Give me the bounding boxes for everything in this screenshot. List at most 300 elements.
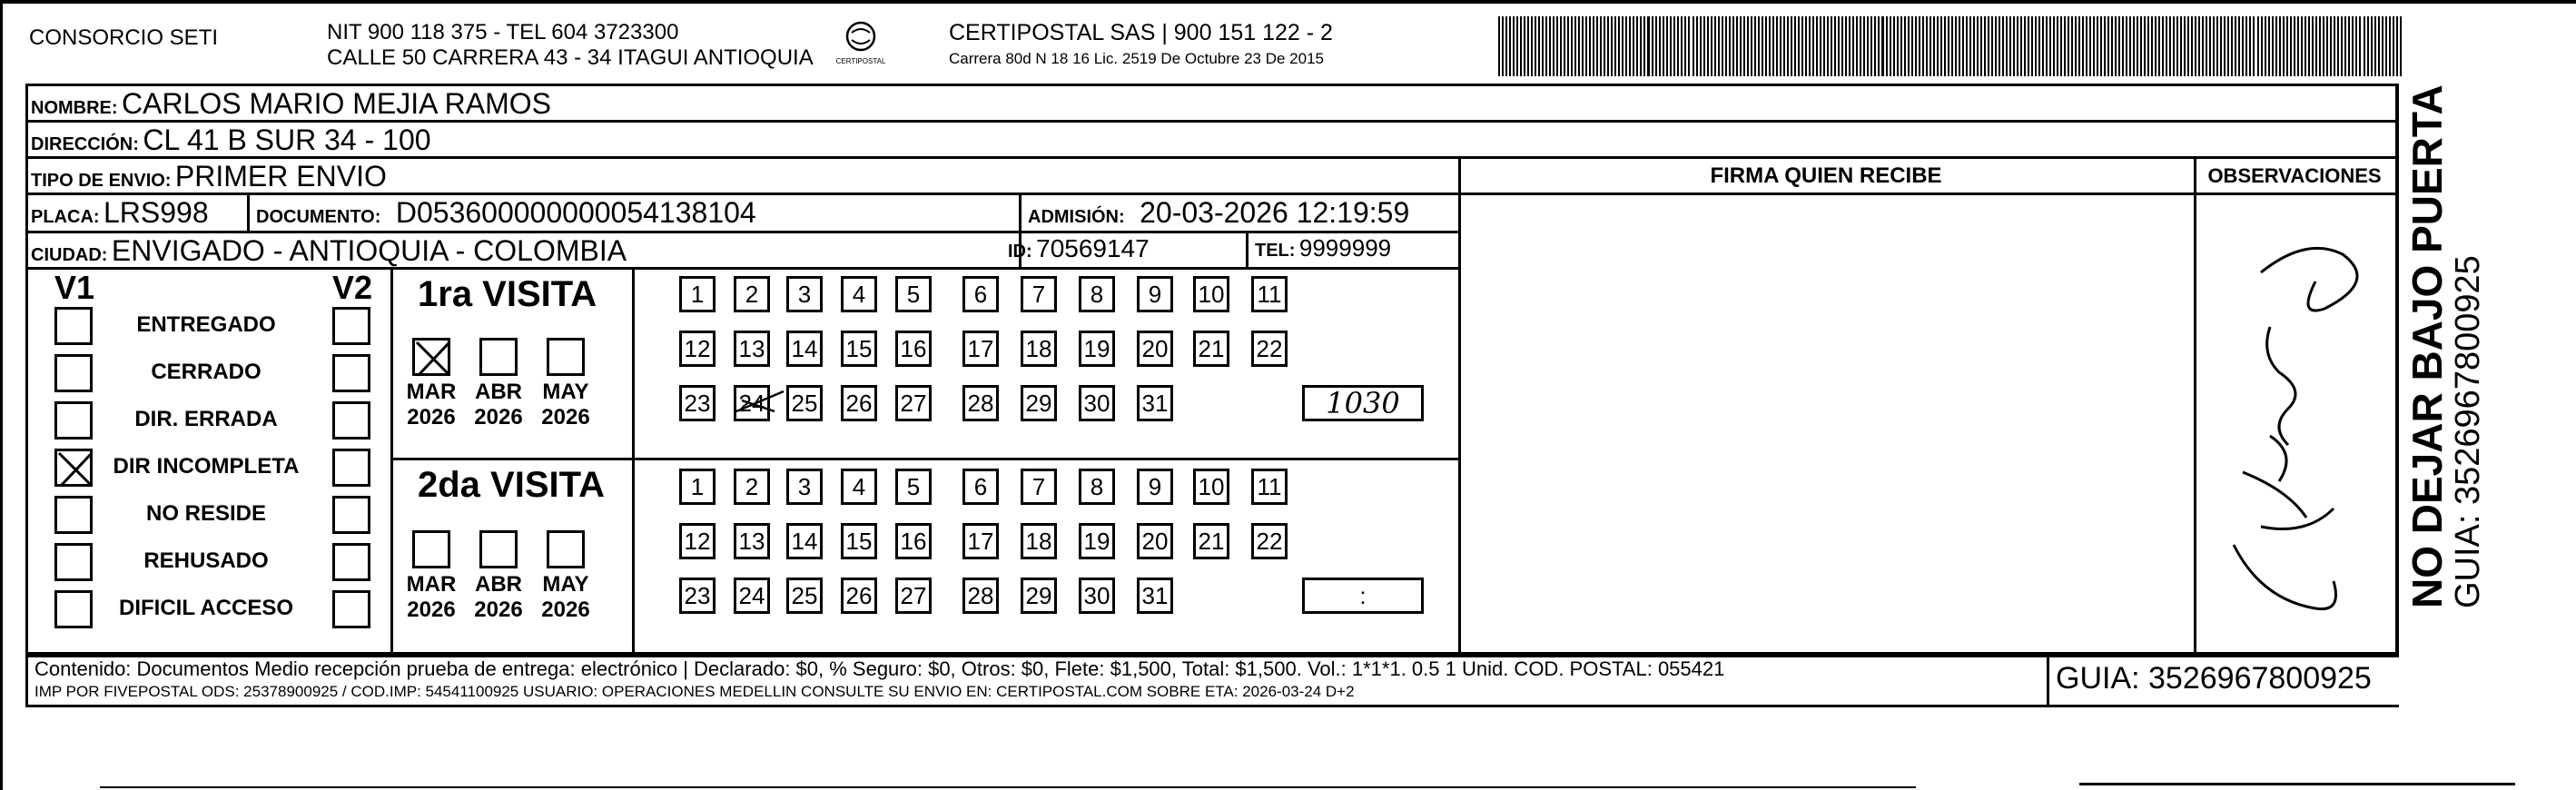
status-label: DIR. ERRADA <box>134 407 278 431</box>
tipo-value: PRIMER ENVIO <box>174 160 387 193</box>
documento-cell <box>256 196 756 230</box>
status-label: NO RESIDE <box>145 501 267 526</box>
status-label: CERRADO <box>151 360 262 384</box>
top-rule <box>0 0 2576 4</box>
month-checkbox[interactable] <box>412 530 450 568</box>
v2-checkbox[interactable] <box>332 401 370 439</box>
barcode-bar <box>1643 16 1645 76</box>
day-box[interactable]: 5 <box>895 469 932 505</box>
month-year <box>534 572 597 623</box>
barcode-bar <box>2180 16 2182 76</box>
barcode-bar <box>1509 16 1511 76</box>
barcode-bar <box>1677 16 1679 76</box>
day-box[interactable]: 7 <box>1021 469 1057 505</box>
barcode-bar <box>2209 16 2211 76</box>
footer-rule <box>25 705 2399 707</box>
barcode-bar <box>1655 16 1657 76</box>
day-box[interactable]: 2 <box>734 469 770 505</box>
day-box[interactable]: 23 <box>679 385 716 421</box>
barcode-bar <box>2286 16 2288 76</box>
day-box[interactable]: 21 <box>1193 331 1229 367</box>
day-box[interactable]: 15 <box>841 523 877 559</box>
col-rule <box>1458 156 1461 652</box>
barcode-bar <box>2257 16 2259 76</box>
day-box[interactable]: 20 <box>1137 523 1173 559</box>
month-label: MAR <box>406 380 457 404</box>
barcode-bar <box>1995 16 1997 76</box>
certipostal-logo <box>834 20 888 69</box>
day-box[interactable]: 1 <box>679 469 716 505</box>
barcode-bar <box>1776 16 1778 76</box>
day-box[interactable]: 25 <box>786 578 823 614</box>
barcode-bar <box>1758 16 1760 76</box>
barcode-bar <box>1915 16 1917 76</box>
barcode-bar <box>2068 16 2069 76</box>
barcode-bar <box>2176 16 2178 76</box>
day-box[interactable]: 12 <box>679 523 716 559</box>
barcode-bar <box>2374 16 2376 76</box>
day-box[interactable]: 18 <box>1021 331 1057 367</box>
day-box[interactable]: 10 <box>1193 469 1229 505</box>
day-box[interactable]: 2 <box>734 276 770 312</box>
barcode-bar <box>2020 16 2022 76</box>
barcode-bar <box>2035 16 2037 76</box>
barcode-bar <box>2166 16 2167 76</box>
company-name: CONSORCIO SETI <box>29 25 219 50</box>
barcode-bar <box>1571 16 1573 76</box>
barcode-bar <box>2308 16 2310 76</box>
barcode-bar <box>1505 16 1507 76</box>
day-box[interactable]: 30 <box>1079 578 1115 614</box>
barcode-bar <box>1926 16 1928 76</box>
certipostal-line1: CERTIPOSTAL SAS | 900 151 122 - 2 <box>949 20 1333 45</box>
admision-label: ADMISIÓN: <box>1028 207 1125 227</box>
barcode-bar <box>1948 16 1949 76</box>
barcode-bar <box>1991 16 1993 76</box>
day-box[interactable]: 27 <box>895 578 932 614</box>
barcode-bar <box>1944 16 1946 76</box>
day-box[interactable]: 23 <box>679 578 716 614</box>
month-label: ABR <box>475 572 522 597</box>
recipient-signature <box>2206 218 2379 645</box>
barcode-bar <box>1962 16 1964 76</box>
side-text <box>2404 84 2486 608</box>
barcode-bar <box>1618 16 1620 76</box>
barcode-bar <box>1578 16 1580 76</box>
barcode-bar <box>2344 16 2346 76</box>
barcode-bar <box>1545 16 1547 76</box>
barcode-bar <box>1743 16 1745 76</box>
barcode-bar <box>2046 16 2048 76</box>
barcode-bar <box>1600 16 1602 76</box>
barcode-bar <box>1670 16 1672 76</box>
ciudad-cell <box>31 234 627 268</box>
day-box[interactable]: 26 <box>841 385 877 421</box>
placa-label: PLACA: <box>31 207 100 227</box>
barcode-bar <box>1900 16 1902 76</box>
barcode-bar <box>2009 16 2011 76</box>
day-box[interactable]: 3 <box>786 276 823 312</box>
barcode-bar <box>2100 16 2102 76</box>
day-box[interactable]: 6 <box>962 469 999 505</box>
footer-imp: IMP POR FIVEPOSTAL ODS: 25378900925 / COD.IMP: 54541100925 USUARIO: OPERACIONES MEDELLIN CONSULTE SU ENVIO EN: CERTIPOSTAL.COM SOBRE ETA: 2026-03-24 D+2 <box>35 683 1355 700</box>
barcode-bar <box>1831 16 1832 76</box>
barcode-bar <box>1531 16 1533 76</box>
barcode-bar <box>1823 16 1825 76</box>
status-label: DIFICIL ACCESO <box>118 596 293 620</box>
barcode-bar <box>2268 16 2270 76</box>
barcode-bar <box>1794 16 1796 76</box>
day-box[interactable]: 16 <box>895 331 932 367</box>
barcode-bar <box>1611 16 1613 76</box>
day-box[interactable]: 24 <box>734 578 770 614</box>
barcode-bar <box>2245 16 2247 76</box>
barcode-bar <box>2305 16 2306 76</box>
barcode-bar <box>1688 16 1690 76</box>
barcode-bar <box>2071 16 2073 76</box>
day-box[interactable]: 21 <box>1193 523 1229 559</box>
time-box[interactable]: 1030 <box>1302 385 1424 421</box>
barcode-bar <box>2220 16 2222 76</box>
barcode-bar <box>2359 16 2361 76</box>
second-visit-title: 2da VISITA <box>418 465 605 505</box>
barcode-bar <box>2385 16 2387 76</box>
admision-cell <box>1028 196 1409 230</box>
day-box[interactable]: 22 <box>1251 331 1288 367</box>
barcode <box>1498 16 2406 76</box>
id-label: ID: <box>1008 242 1032 262</box>
direccion-label: DIRECCIÓN: <box>31 134 139 154</box>
month-label: MAY <box>542 380 589 404</box>
barcode-bar <box>2013 16 2015 76</box>
first-visit-title: 1ra VISITA <box>418 274 597 314</box>
barcode-bar <box>2169 16 2171 76</box>
barcode-bar <box>1527 16 1529 76</box>
day-box[interactable]: 19 <box>1079 523 1115 559</box>
barcode-bar <box>2024 16 2026 76</box>
barcode-bar <box>2089 16 2091 76</box>
day-box[interactable]: 14 <box>786 523 823 559</box>
day-box[interactable]: 9 <box>1137 276 1173 312</box>
barcode-bar <box>2389 16 2391 76</box>
direccion-row <box>31 123 431 157</box>
row-rule <box>25 231 1460 233</box>
day-box[interactable]: 20 <box>1137 331 1173 367</box>
barcode-bar <box>2064 16 2066 76</box>
barcode-bar <box>1966 16 1968 76</box>
day-box[interactable]: 11 <box>1251 469 1288 505</box>
bottom-rule <box>100 786 1916 788</box>
barcode-bar <box>1538 16 1540 76</box>
barcode-bar <box>2155 16 2157 76</box>
v2-checkbox[interactable] <box>332 496 370 534</box>
barcode-bar <box>2323 16 2324 76</box>
side-guia: GUIA: 3526967800925 <box>2449 255 2487 608</box>
month-checkbox[interactable] <box>479 338 518 376</box>
barcode-bar <box>1809 16 1811 76</box>
barcode-bar <box>1783 16 1785 76</box>
admision-value: 20-03-2026 12:19:59 <box>1140 196 1410 229</box>
barcode-bar <box>1498 16 1500 76</box>
barcode-bar <box>1589 16 1591 76</box>
barcode-bar <box>1703 16 1705 76</box>
barcode-bar <box>1762 16 1763 76</box>
barcode-bar <box>1700 16 1702 76</box>
footer-content: Contenido: Documentos Medio recepción prueba de entrega: electrónico | Declarado: $0, % Seguro: $0, Otros: $0, Flete: $1,500, Total: $1,500. Vol.: 1*1*1. 0.5 1 Unid. COD. POSTAL: 055421 <box>35 657 1725 680</box>
barcode-bar <box>1827 16 1829 76</box>
barcode-bar <box>2253 16 2255 76</box>
day-box[interactable]: 4 <box>841 469 877 505</box>
month-year <box>467 380 530 430</box>
day-box[interactable]: 6 <box>962 276 999 312</box>
barcode-bar <box>2017 16 2018 76</box>
barcode-bar <box>1593 16 1594 76</box>
time-box[interactable]: : <box>1302 578 1424 614</box>
barcode-bar <box>2144 16 2146 76</box>
barcode-bar <box>1542 16 1544 76</box>
left-rule <box>0 0 3 790</box>
day-box[interactable]: 30 <box>1079 385 1115 421</box>
barcode-bar <box>2279 16 2281 76</box>
barcode-bar <box>2330 16 2332 76</box>
day-box[interactable]: 13 <box>734 523 770 559</box>
day-box[interactable]: 1 <box>679 276 716 312</box>
barcode-bar <box>2224 16 2226 76</box>
barcode-bar <box>2093 16 2095 76</box>
id-cell <box>1008 234 1150 263</box>
v2-checkbox[interactable] <box>332 543 370 581</box>
barcode-bar <box>2104 16 2106 76</box>
day-box[interactable]: 17 <box>962 331 999 367</box>
barcode-bar <box>1663 16 1664 76</box>
barcode-bar <box>1886 16 1888 76</box>
barcode-bar <box>1959 16 1960 76</box>
barcode-bar <box>2060 16 2062 76</box>
month-year <box>400 380 463 430</box>
barcode-bar <box>1625 16 1627 76</box>
barcode-bar <box>1834 16 1836 76</box>
barcode-bar <box>1714 16 1716 76</box>
barcode-bar <box>2122 16 2124 76</box>
barcode-bar <box>1622 16 1624 76</box>
day-box[interactable]: 22 <box>1251 523 1288 559</box>
barcode-bar <box>2078 16 2080 76</box>
barcode-bar <box>2312 16 2314 76</box>
barcode-bar <box>2111 16 2113 76</box>
barcode-bar <box>1673 16 1675 76</box>
barcode-bar <box>1977 16 1979 76</box>
barcode-bar <box>2191 16 2193 76</box>
year-label: 2026 <box>407 405 456 430</box>
direccion-value: CL 41 B SUR 34 - 100 <box>143 123 431 156</box>
month-label: MAR <box>406 572 457 597</box>
barcode-bar <box>1693 16 1694 76</box>
barcode-bar <box>2334 16 2335 76</box>
month-checkbox[interactable] <box>547 338 585 376</box>
tel-cell <box>1255 234 1391 262</box>
month-checkbox[interactable] <box>547 530 585 568</box>
barcode-bar <box>1890 16 1891 76</box>
day-box[interactable]: 14 <box>786 331 823 367</box>
address-line: CALLE 50 CARRERA 43 - 34 ITAGUI ANTIOQUIA <box>327 45 814 70</box>
day-box[interactable]: 4 <box>841 276 877 312</box>
observaciones-header: OBSERVACIONES <box>2207 164 2382 187</box>
barcode-bar <box>1973 16 1975 76</box>
barcode-bar <box>1574 16 1576 76</box>
barcode-bar <box>1940 16 1942 76</box>
month-year <box>467 572 530 623</box>
day-box[interactable]: 8 <box>1079 469 1115 505</box>
year-label: 2026 <box>474 597 523 622</box>
barcode-bar <box>2319 16 2321 76</box>
day-box[interactable]: 19 <box>1079 331 1115 367</box>
barcode-bar <box>1659 16 1661 76</box>
v2-checkbox[interactable] <box>332 449 370 487</box>
barcode-bar <box>1520 16 1522 76</box>
month-label: MAY <box>542 572 589 597</box>
barcode-bar <box>2195 16 2196 76</box>
col-rule <box>2047 652 2049 705</box>
barcode-bar <box>1607 16 1609 76</box>
barcode-bar <box>1772 16 1774 76</box>
barcode-bar <box>2151 16 2153 76</box>
barcode-bar <box>1999 16 2000 76</box>
barcode-bar <box>1856 16 1858 76</box>
day-box[interactable]: 31 <box>1137 385 1173 421</box>
day-box[interactable]: 28 <box>962 385 999 421</box>
barcode-bar <box>1722 16 1723 76</box>
ciudad-label: CIUDAD: <box>31 245 108 265</box>
barcode-bar <box>2038 16 2040 76</box>
barcode-bar <box>2348 16 2350 76</box>
day-box[interactable]: 10 <box>1193 276 1229 312</box>
barcode-bar <box>2042 16 2044 76</box>
barcode-bar <box>1841 16 1843 76</box>
barcode-bar <box>1765 16 1767 76</box>
barcode-bar <box>2400 16 2402 76</box>
nit-line: NIT 900 118 375 - TEL 604 3723300 <box>327 20 679 44</box>
barcode-bar <box>1904 16 1906 76</box>
day-box[interactable]: 29 <box>1021 385 1057 421</box>
day-box[interactable]: 7 <box>1021 276 1057 312</box>
tel-value: 9999999 <box>1298 234 1392 262</box>
barcode-bar <box>1930 16 1931 76</box>
day-box[interactable]: 11 <box>1251 276 1288 312</box>
barcode-bar <box>2133 16 2135 76</box>
day-box[interactable]: 18 <box>1021 523 1057 559</box>
barcode-bar <box>2126 16 2127 76</box>
day-box[interactable]: 3 <box>786 469 823 505</box>
barcode-bar <box>1729 16 1731 76</box>
day-box[interactable]: 8 <box>1079 276 1115 312</box>
v1-header: V1 <box>54 269 95 306</box>
barcode-bar <box>1988 16 1989 76</box>
day-box[interactable]: 15 <box>841 331 877 367</box>
barcode-bar <box>1805 16 1807 76</box>
day-box[interactable]: 29 <box>1021 578 1057 614</box>
barcode-bar <box>2297 16 2299 76</box>
barcode-bar <box>1769 16 1771 76</box>
bottom-rule <box>2079 783 2515 785</box>
day-box[interactable]: 26 <box>841 578 877 614</box>
day-box[interactable]: 16 <box>895 523 932 559</box>
day-box[interactable]: 12 <box>679 331 716 367</box>
col-header-rule <box>1458 193 2399 195</box>
barcode-bar <box>2082 16 2084 76</box>
barcode-bar <box>2086 16 2087 76</box>
month-year <box>534 380 597 430</box>
year-label: 2026 <box>541 405 590 430</box>
barcode-bar <box>1604 16 1605 76</box>
barcode-bar <box>2049 16 2051 76</box>
barcode-bar <box>1874 16 1876 76</box>
ciudad-value: ENVIGADO - ANTIOQUIA - COLOMBIA <box>111 234 627 267</box>
barcode-bar <box>2206 16 2207 76</box>
documento-label: DOCUMENTO: <box>256 207 381 227</box>
barcode-bar <box>2140 16 2142 76</box>
nombre-label: NOMBRE: <box>31 98 118 118</box>
col-rule <box>247 193 250 231</box>
placa-value: LRS998 <box>104 196 209 229</box>
day-box[interactable]: 17 <box>962 523 999 559</box>
no-dejar-warning: NO DEJAR BAJO PUERTA <box>2403 84 2451 608</box>
day-box[interactable]: 28 <box>962 578 999 614</box>
day-box[interactable]: 13 <box>734 331 770 367</box>
barcode-bar <box>2118 16 2120 76</box>
day-box[interactable]: 9 <box>1137 469 1173 505</box>
day-box[interactable]: 25 <box>786 385 823 421</box>
barcode-bar <box>1922 16 1924 76</box>
barcode-bar <box>1812 16 1814 76</box>
barcode-bar <box>2265 16 2266 76</box>
day-box[interactable]: 24 <box>734 385 770 421</box>
barcode-bar <box>2137 16 2138 76</box>
firma-header: FIRMA QUIEN RECIBE <box>1710 163 1942 188</box>
barcode-bar <box>2006 16 2008 76</box>
barcode-bar <box>1553 16 1554 76</box>
barcode-bar <box>1980 16 1982 76</box>
barcode-bar <box>1908 16 1910 76</box>
barcode-bar <box>1524 16 1525 76</box>
v2-checkbox[interactable] <box>332 307 370 345</box>
barcode-bar <box>2371 16 2373 76</box>
barcode-bar <box>2158 16 2160 76</box>
barcode-bar <box>1798 16 1800 76</box>
v2-checkbox[interactable] <box>332 354 370 392</box>
barcode-bar <box>1845 16 1847 76</box>
tipo-row <box>31 160 387 193</box>
month-checkbox[interactable] <box>479 530 518 568</box>
day-box[interactable]: 27 <box>895 385 932 421</box>
certipostal-line2: Carrera 80d N 18 16 Lic. 2519 De Octubre 23 De 2015 <box>949 50 1324 67</box>
barcode-bar <box>2053 16 2055 76</box>
year-label: 2026 <box>541 597 590 622</box>
v2-checkbox[interactable] <box>332 590 370 628</box>
footer-guia: GUIA: 3526967800925 <box>2056 661 2372 696</box>
barcode-bar <box>2355 16 2357 76</box>
barcode-bar <box>1516 16 1518 76</box>
barcode-bar <box>1754 16 1756 76</box>
barcode-bar <box>1937 16 1939 76</box>
day-box[interactable]: 31 <box>1137 578 1173 614</box>
status-label: REHUSADO <box>143 548 269 573</box>
barcode-bar <box>2290 16 2292 76</box>
status-label: DIR INCOMPLETA <box>113 454 300 479</box>
month-checkbox[interactable] <box>412 338 450 376</box>
barcode-bar <box>2216 16 2218 76</box>
day-box[interactable]: 5 <box>895 276 932 312</box>
barcode-bar <box>1787 16 1789 76</box>
